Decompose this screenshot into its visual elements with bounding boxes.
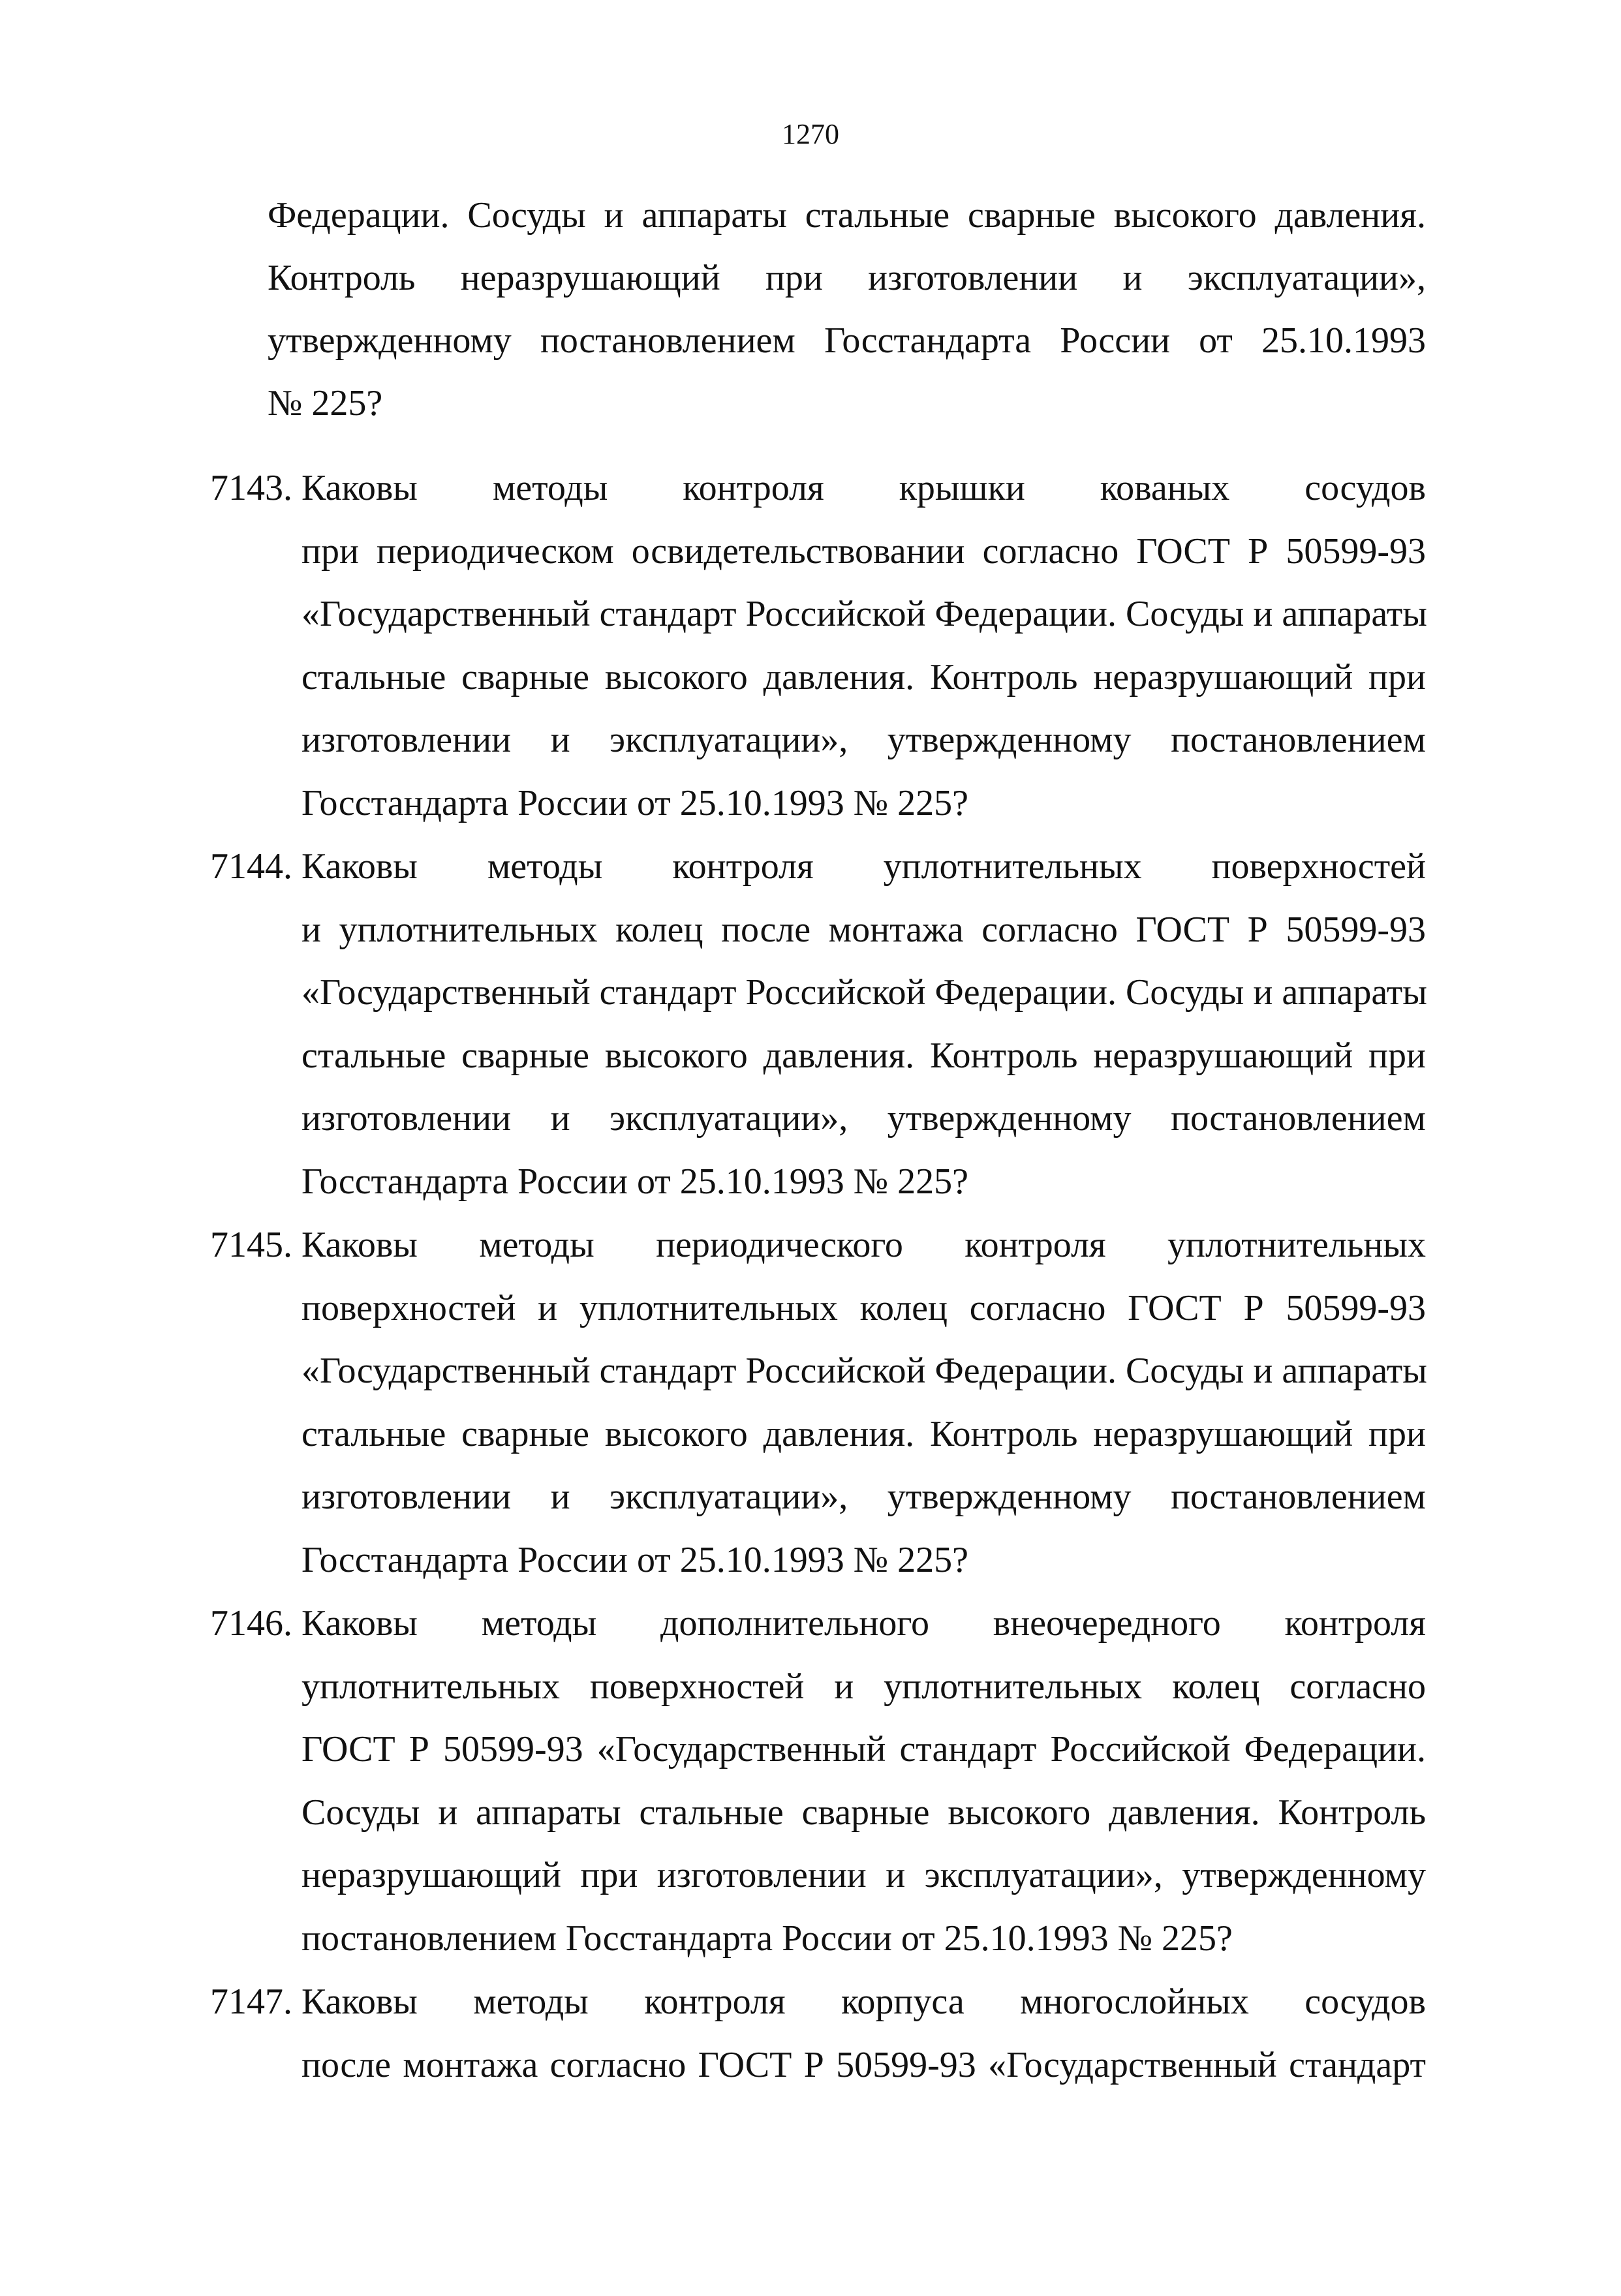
question-number: 7144. <box>210 846 292 887</box>
text-line: «Государственный стандарт Российской Федерации. Сосуды и аппараты <box>301 972 1427 1013</box>
text-line: неразрушающий при изготовлении и эксплуатации», утвержденному <box>301 1855 1426 1895</box>
text-line: при периодическом освидетельствовании согласно ГОСТ Р 50599-93 <box>301 530 1426 572</box>
text-line: Каковы методы дополнительного внеочередного контроля <box>301 1603 1426 1644</box>
question-number: 7143. <box>210 468 292 508</box>
question-text <box>301 1970 1426 2096</box>
question-text <box>301 835 1426 1213</box>
text-line: Федерации. Сосуды и аппараты стальные сварные высокого давления. <box>268 195 1426 236</box>
continued-paragraph <box>268 184 1426 435</box>
question-item <box>210 457 1426 834</box>
text-line: Контроль неразрушающий при изготовлении и эксплуатации», <box>268 258 1426 298</box>
text-line: изготовлении и эксплуатации», утвержденному постановлением <box>301 720 1426 760</box>
text-line: изготовлении и эксплуатации», утвержденному постановлением <box>301 1098 1426 1139</box>
question-item <box>210 1970 1426 2096</box>
text-line: утвержденному постановлением Госстандарта России от 25.10.1993 <box>268 320 1426 361</box>
text-line: Госстандарта России от 25.10.1993 № 225? <box>301 1161 968 1202</box>
text-line: изготовлении и эксплуатации», утвержденному постановлением <box>301 1477 1426 1517</box>
question-text <box>301 1214 1426 1591</box>
text-line: уплотнительных поверхностей и уплотнительных колец согласно <box>301 1666 1426 1707</box>
text-line: № 225? <box>268 383 383 423</box>
text-line: Каковы методы контроля корпуса многослойных сосудов <box>301 1982 1426 2022</box>
text-line: стальные сварные высокого давления. Контроль неразрушающий при <box>301 1413 1426 1454</box>
text-line: постановлением Госстандарта России от 25.10.1993 № 225? <box>301 1918 1233 1959</box>
text-line: «Государственный стандарт Российской Федерации. Сосуды и аппараты <box>301 594 1427 634</box>
text-line: стальные сварные высокого давления. Контроль неразрушающий при <box>301 1035 1426 1076</box>
text-line: «Государственный стандарт Российской Федерации. Сосуды и аппараты <box>301 1351 1427 1391</box>
text-line: Каковы методы контроля уплотнительных поверхностей <box>301 846 1426 887</box>
question-item <box>210 1214 1426 1591</box>
text-line: поверхностей и уплотнительных колец согласно ГОСТ Р 50599-93 <box>301 1287 1426 1328</box>
text-line: Госстандарта России от 25.10.1993 № 225? <box>301 1539 968 1580</box>
question-item <box>210 1592 1426 1970</box>
text-line: после монтажа согласно ГОСТ Р 50599-93 «Государственный стандарт <box>301 2044 1426 2085</box>
question-number: 7145. <box>210 1225 292 1265</box>
text-line: Госстандарта России от 25.10.1993 № 225? <box>301 782 968 823</box>
text-line: и уплотнительных колец после монтажа согласно ГОСТ Р 50599-93 <box>301 909 1426 950</box>
question-number: 7146. <box>210 1603 292 1644</box>
text-line: Каковы методы контроля крышки кованых сосудов <box>301 468 1426 508</box>
text-line: Каковы методы периодического контроля уплотнительных <box>301 1225 1426 1265</box>
question-item <box>210 835 1426 1213</box>
page-number: 1270 <box>782 118 839 150</box>
text-line: Сосуды и аппараты стальные сварные высокого давления. Контроль <box>301 1792 1426 1833</box>
text-line: ГОСТ Р 50599-93 «Государственный стандарт Российской Федерации. <box>301 1729 1426 1769</box>
question-text <box>301 457 1426 834</box>
text-line: стальные сварные высокого давления. Контроль неразрушающий при <box>301 656 1426 697</box>
question-text <box>301 1592 1426 1970</box>
question-number: 7147. <box>210 1982 292 2022</box>
